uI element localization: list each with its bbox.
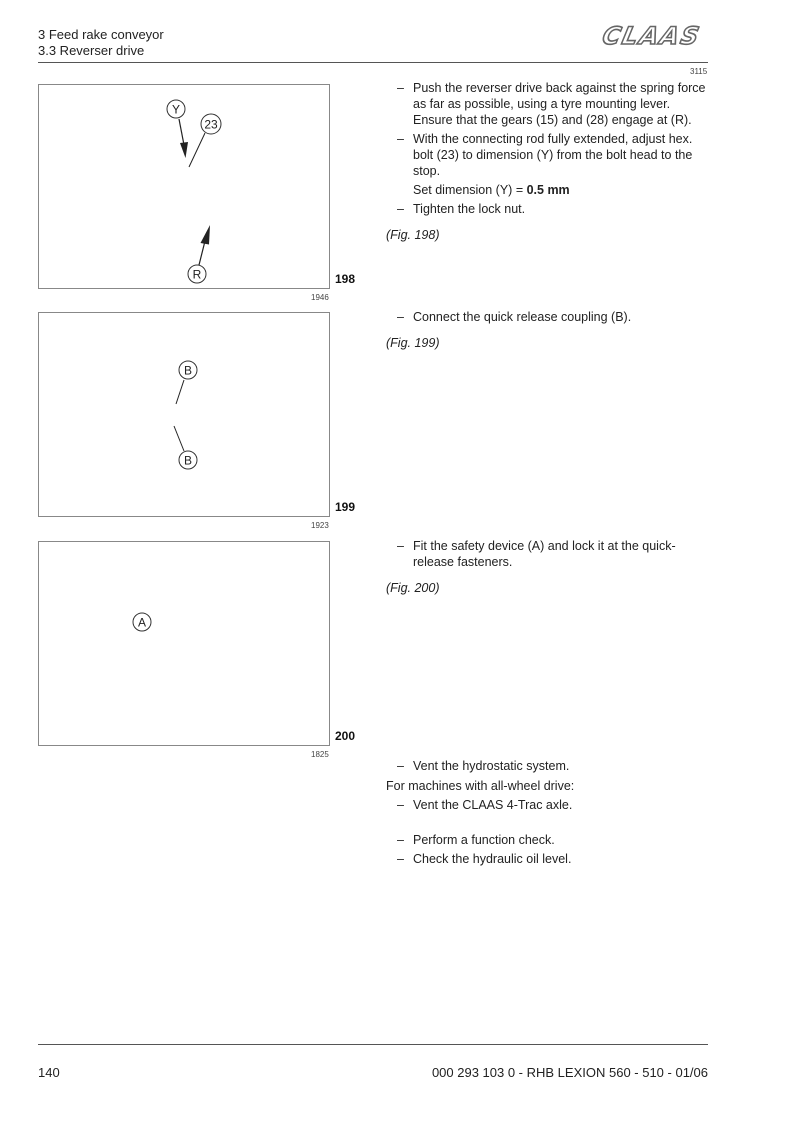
step: – Vent the hydrostatic system.	[397, 759, 570, 773]
document-reference: 000 293 103 0 - RHB LEXION 560 - 510 - 01/06	[431, 1065, 708, 1080]
leader-line-b-top	[176, 380, 184, 404]
arrow-down-icon	[179, 119, 188, 158]
chapter-title: 3 Feed rake conveyor	[38, 27, 164, 42]
callout-b-bottom	[179, 451, 197, 469]
svg-text:23: 23	[204, 117, 218, 132]
figure-198-image	[38, 84, 330, 289]
figure-reference: (Fig. 200)	[386, 581, 440, 595]
figure-number: 199	[335, 500, 356, 514]
step: – Push the reverser drive back against the spring force as far as possible, using a tyre mounting lever. Ensure that the gears (15) and (28) engage at (R).	[397, 81, 706, 127]
svg-text:R: R	[192, 267, 202, 282]
svg-text:A: A	[137, 615, 147, 630]
set-dimension: Set dimension (Y) = 0.5 mm	[413, 183, 570, 197]
svg-text:B: B	[183, 453, 193, 468]
figure-reference: (Fig. 198)	[386, 228, 440, 242]
step: – Tighten the lock nut.	[397, 202, 526, 216]
leader-line-23	[189, 133, 205, 167]
step: – Perform a function check.	[397, 833, 555, 847]
svg-text:B: B	[183, 363, 193, 378]
svg-text:Y: Y	[171, 102, 181, 117]
final-instructions	[386, 758, 708, 870]
step: – With the connecting rod fully extended, adjust hex. bolt (23) to dimension (Y) from the bolt head to the stop.	[397, 132, 693, 178]
page-number: 140	[38, 1065, 60, 1080]
callout-r	[188, 265, 206, 283]
header-rule	[38, 62, 708, 63]
callout-y	[167, 100, 185, 118]
callout-a	[133, 613, 151, 631]
instructions-fig-199	[386, 309, 708, 351]
callout-b-top	[179, 361, 197, 379]
image-code: 1825	[311, 750, 329, 759]
leader-line-b-bottom	[174, 426, 184, 451]
arrow-up-icon	[199, 225, 210, 265]
figure-number: 200	[335, 729, 356, 743]
callout-23	[201, 114, 221, 134]
claas-logo: CLAAS	[600, 22, 704, 50]
step: – Check the hydraulic oil level.	[397, 852, 572, 866]
section-title: 3.3 Reverser drive	[38, 43, 145, 58]
instructions-fig-198	[386, 80, 708, 243]
instructions-fig-200	[386, 538, 708, 596]
figure-200-image	[38, 541, 330, 746]
awd-note: For machines with all-wheel drive:	[386, 779, 575, 793]
step: – Fit the safety device (A) and lock it at the quick-release fasteners.	[397, 539, 676, 569]
step: – Connect the quick release coupling (B).	[397, 310, 632, 324]
step: – Vent the CLAAS 4-Trac axle.	[397, 798, 573, 812]
footer-rule	[38, 1044, 708, 1045]
image-code: 1923	[311, 521, 329, 530]
figure-199-image	[38, 312, 330, 517]
figure-number: 198	[335, 272, 356, 286]
page-code: 3115	[690, 67, 708, 76]
image-code: 1946	[311, 293, 329, 302]
figure-reference: (Fig. 199)	[386, 336, 440, 350]
